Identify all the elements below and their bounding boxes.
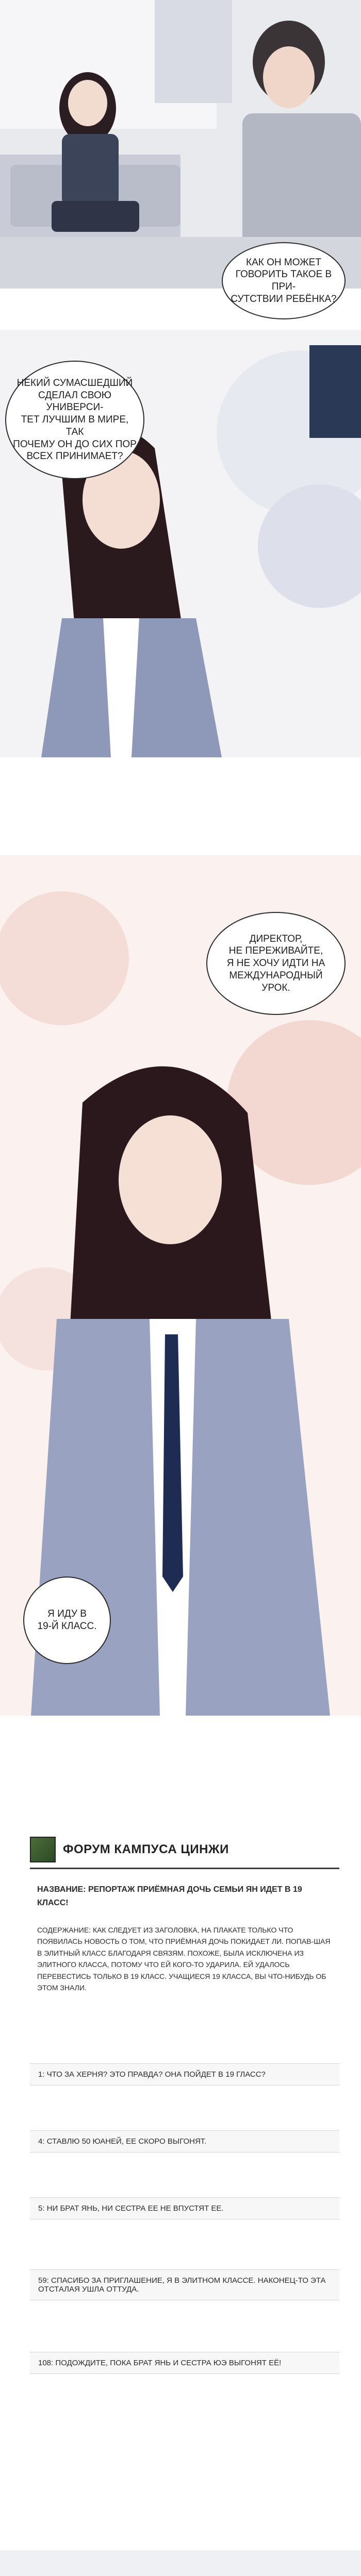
speech-bubble-1	[222, 242, 346, 319]
forum-logo-icon	[30, 1837, 56, 1862]
forum-post-title[interactable]: НАЗВАНИЕ: РЕПОРТАЖ ПРИЁМНАЯ ДОЧЬ СЕМЬИ ЯН ИДЕТ В 19 КЛАСС!	[37, 1885, 302, 1907]
forum-title: ФОРУМ КАМПУСА ЦИНЖИ	[63, 1842, 229, 1856]
speech-text-3: ДИРЕКТОР, НЕ ПЕРЕЖИВАЙТЕ, Я НЕ ХОЧУ ИДТИ НА МЕЖДУНАРОДНЫЙ УРОК.	[226, 933, 325, 993]
forum-comment: 108: ПОДОЖДИТЕ, ПОКА БРАТ ЯНЬ И СЕСТРА ЮЭ ВЫГОНЯТ ЕЁ!	[30, 2352, 339, 2374]
forum-post-body: СОДЕРЖАНИЕ: КАК СЛЕДУЕТ ИЗ ЗАГОЛОВКА, НА ПЛАКАТЕ ТОЛЬКО ЧТО ПОЯВИЛАСЬ НОВОСТЬ О ТОМ, ЧТО ПРИЁМНАЯ ДОЧЬ ПОКИДАЕТ ЛИ. ПОПАВ-ШАЯ В ЭЛИТНЫЙ КЛАСС БЛАГОДАРЯ СВЯЗЯМ. ПОХОЖЕ, БЫЛА ИСКЛЮЧЕНА ИЗ ЭЛИТНОГО КЛАССА, ПОТОМУ ЧТО ЕЙ КОГО-ТО УДАРИЛА. ЕЙ УДАЛОСЬ ПЕРЕВЕСТИСЬ ТОЛЬКО В 19 КЛАСС. УЧАЩИЕСЯ 19 КЛАССА, ВЫ ЧТО-НИБУДЬ ОБ ЭТОМ ЗНАЛИ.	[37, 1926, 331, 1992]
forum-comment: 4: СТАВЛЮ 50 ЮАНЕЙ, ЕЕ СКОРО ВЫГОНЯТ.	[30, 2130, 339, 2153]
speech-bubble-2	[5, 361, 144, 479]
panel-classroom	[0, 2550, 361, 2576]
forum-comment: 59: СПАСИБО ЗА ПРИГЛАШЕНИЕ, Я В ЭЛИТНОМ КЛАССЕ. НАКОНЕЦ-ТО ЭТА ОТСТАЛАЯ УШЛА ОТТУДА.	[30, 2269, 339, 2300]
site-watermark	[138, 1417, 216, 1437]
forum-header	[30, 1832, 339, 1869]
classroom-illustration	[0, 2550, 361, 2576]
speech-bubble-4	[23, 1577, 111, 1664]
speech-text-1: КАК ОН МОЖЕТ ГОВОРИТЬ ТАКОЕ В ПРИ- СУТСТВИИ РЕБЁНКА?	[231, 257, 337, 304]
speech-bubble-3	[206, 912, 346, 1015]
speech-text-4: Я ИДУ В 19-Й КЛАСС.	[37, 1608, 97, 1632]
campus-forum	[0, 1806, 361, 2550]
forum-comment: 5: НИ БРАТ ЯНЬ, НИ СЕСТРА ЕЕ НЕ ВПУСТЯТ ЕЕ.	[30, 2197, 339, 2219]
speech-text-2: НЕКИЙ СУМАСШЕДШИЙ СДЕЛАЛ СВОЮ УНИВЕРСИ- ТЕТ ЛУЧШИМ В МИРЕ, ТАК ПОЧЕМУ ОН ДО СИХ ПОР ВСЕХ ПРИНИМАЕТ?	[13, 377, 137, 462]
forum-comment: 1: ЧТО ЗА ХЕРНЯ? ЭТО ПРАВДА? ОНА ПОЙДЕТ В 19 ГЛАСС?	[30, 2063, 339, 2086]
